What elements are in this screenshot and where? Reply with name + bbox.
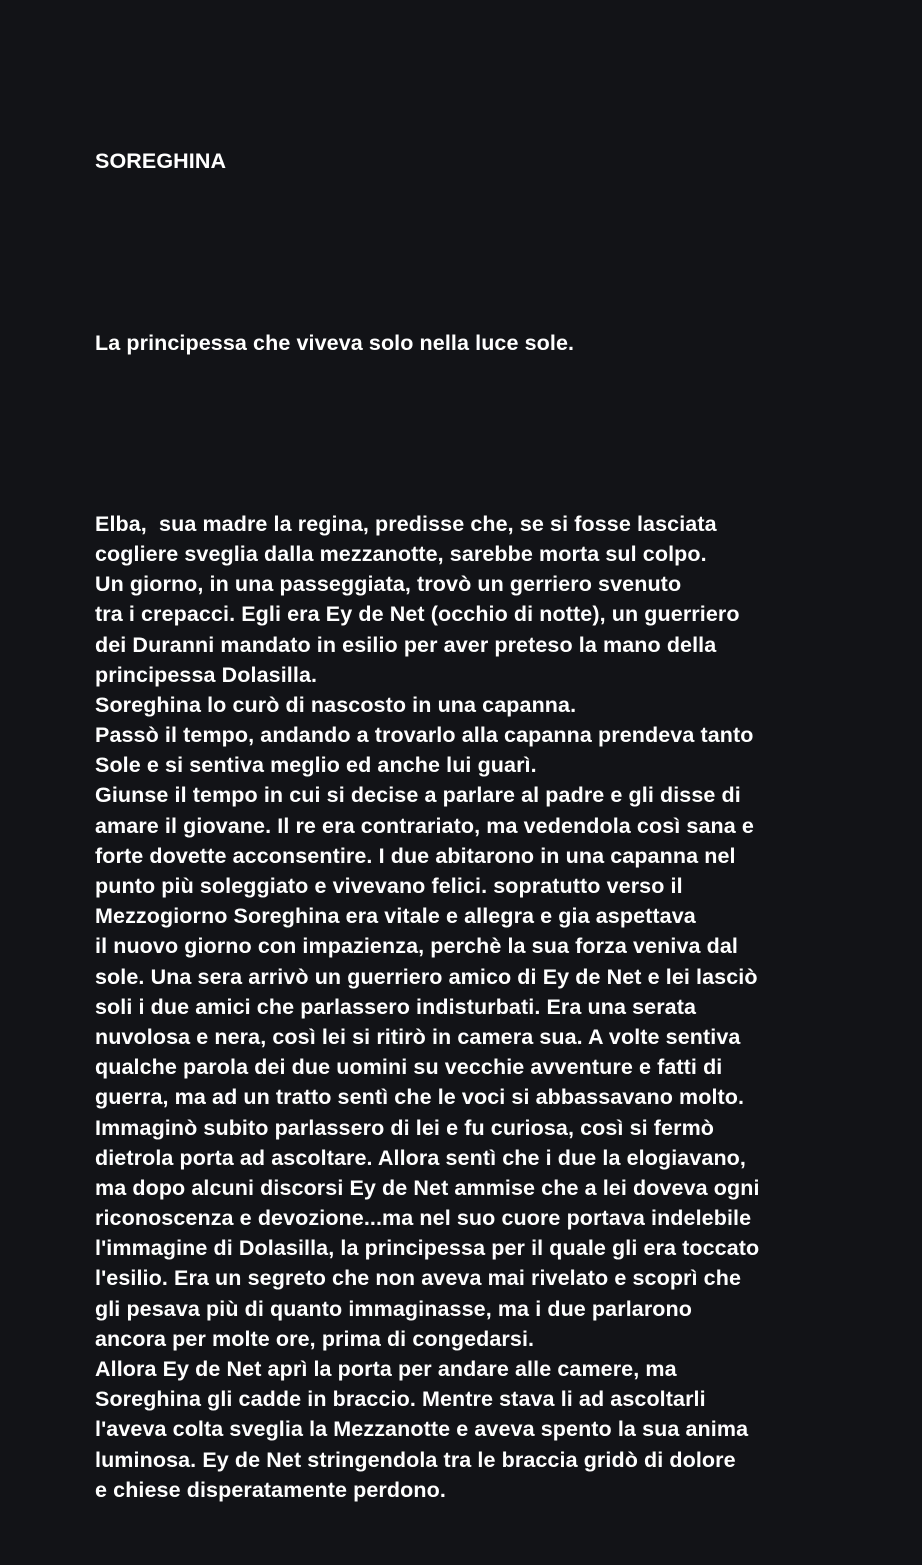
story-line: Allora Ey de Net aprì la porta per andare alle camere, ma xyxy=(95,1357,677,1382)
story-line: Sole e si sentiva meglio ed anche lui guarì. xyxy=(95,753,537,778)
story-line: Passò il tempo, andando a trovarlo alla capanna prendeva tanto xyxy=(95,723,754,748)
story-line: Soreghina gli cadde in braccio. Mentre stava li ad ascoltarli xyxy=(95,1387,706,1412)
spacer xyxy=(95,237,895,267)
story-line: il nuovo giorno con impazienza, perchè la sua forza veniva dal xyxy=(95,934,738,959)
story-line: sole. Una sera arrivò un guerriero amico di Ey de Net e lei lasciò xyxy=(95,964,758,989)
story-line: Soreghina lo curò di nascosto in una capanna. xyxy=(95,692,577,717)
story-line: guerra, ma ad un tratto sentì che le voci si abbassavano molto. xyxy=(95,1085,745,1110)
story-body xyxy=(95,509,895,1505)
document-title: SOREGHINA xyxy=(95,149,227,174)
story-line: riconoscenza e devozione...ma nel suo cuore portava indelebile xyxy=(95,1206,752,1231)
story-text-block xyxy=(95,86,895,1565)
story-line: qualche parola dei due uomini su vecchie avventure e fatti di xyxy=(95,1055,723,1080)
story-line: e chiese disperatamente perdono. xyxy=(95,1477,446,1502)
story-line: luminosa. Ey de Net stringendola tra le braccia gridò di dolore xyxy=(95,1447,736,1472)
story-line: Immaginò subito parlassero di lei e fu curiosa, così si fermò xyxy=(95,1115,715,1140)
story-line: dietrola porta ad ascoltare. Allora sentì che i due la elogiavano, xyxy=(95,1145,746,1170)
story-line: l'aveva colta sveglia la Mezzanotte e aveva spento la sua anima xyxy=(95,1417,749,1442)
story-line: tra i crepacci. Egli era Ey de Net (occhio di notte), un guerriero xyxy=(95,602,740,627)
story-line: ma dopo alcuni discorsi Ey de Net ammise che a lei doveva ogni xyxy=(95,1175,760,1200)
story-line: Mezzogiorno Soreghina era vitale e allegra e gia aspettava xyxy=(95,904,696,929)
story-line: l'esilio. Era un segreto che non aveva mai rivelato e scoprì che xyxy=(95,1266,742,1291)
story-line: cogliere sveglia dalla mezzanotte, sarebbe morta sul colpo. xyxy=(95,541,707,566)
story-line: Elba, sua madre la regina, predisse che, se si fosse lasciata xyxy=(95,511,717,536)
spacer xyxy=(95,418,895,448)
story-line: soli i due amici che parlassero indisturbati. Era una serata xyxy=(95,994,697,1019)
story-line: punto più soleggiato e vivevano felici. sopratutto verso il xyxy=(95,874,683,899)
story-line: Giunse il tempo in cui si decise a parlare al padre e gli disse di xyxy=(95,783,741,808)
story-line: forte dovette acconsentire. I due abitarono in una capanna nel xyxy=(95,843,736,868)
document-subtitle: La principessa che viveva solo nella luce sole. xyxy=(95,330,575,355)
story-line: nuvolosa e nera, così lei si ritirò in camera sua. A volte sentiva xyxy=(95,1024,741,1049)
story-line: l'immagine di Dolasilla, la principessa per il quale gli era toccato xyxy=(95,1236,760,1261)
story-line: gli pesava più di quanto immaginasse, ma i due parlarono xyxy=(95,1296,692,1321)
story-line: Un giorno, in una passeggiata, trovò un gerriero svenuto xyxy=(95,572,682,597)
story-line: amare il giovane. Il re era contrariato, ma vedendola così sana e xyxy=(95,813,754,838)
story-line: ancora per molte ore, prima di congedarsi. xyxy=(95,1326,535,1351)
story-line: principessa Dolasilla. xyxy=(95,662,318,687)
story-line: dei Duranni mandato in esilio per aver preteso la mano della xyxy=(95,632,717,657)
